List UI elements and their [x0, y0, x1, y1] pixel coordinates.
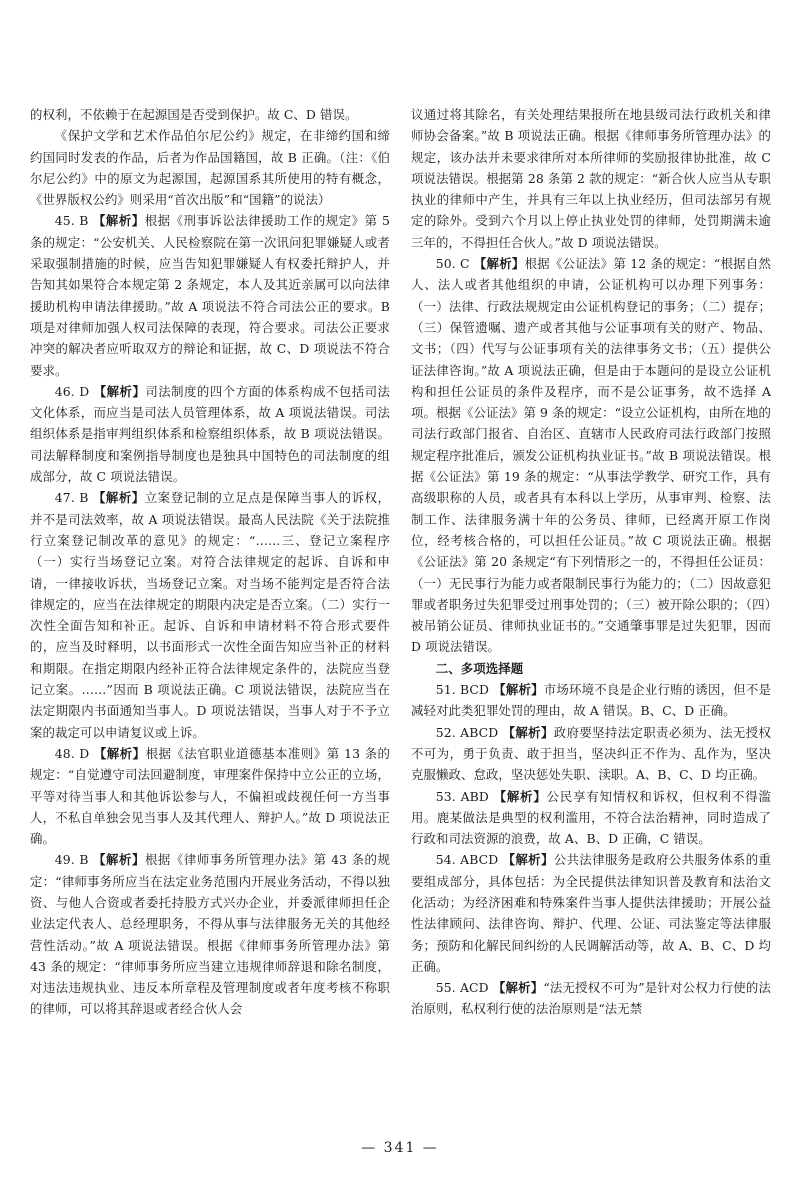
answer-text: 市场环境不良是企业行贿的诱因，但不是减轻对此类犯罪处罚的理由，故 A 错误。B、C、D 正确。 — [411, 682, 771, 719]
answer-text: 公民享有知情权和诉权，但权利不得滥用。鹿某做法是典型的权利滥用，不符合法治精神，同时造成了行政和司法资源的浪费，故 A、B、D 正确，C 错误。 — [411, 788, 771, 847]
analysis-tag: 【解析】 — [502, 724, 554, 740]
left-column — [30, 104, 395, 1020]
answer-51 — [411, 679, 771, 722]
answer-text: 公共法律服务是政府公共服务体系的重要组成部分，具体包括：为全民提供法律知识普及教育和法治文化活动；为经济困难和特殊案件当事人提供法律援助；开展公益性法律顾问、法律咨询、辩护、代理、公证、司法鉴定等法律服务；预防和化解民间纠纷的人民调解活动等，故 A、B、C、D 均正确。 — [411, 852, 771, 974]
analysis-tag: 【解析】 — [492, 980, 544, 996]
section-heading: 二、多项选择题 — [435, 660, 524, 676]
answer-text: 司法制度的四个方面的体系构成不包括司法文化体系，而应当是司法人员管理体系，故 A 项说法错误。司法组织体系是指审判组织体系和检察组织体系，故 B 项说法错误。司法解释制度和案例指导制度也是独具中国特色的司法制度的组成部分，故 C 项说法错误。 — [30, 383, 391, 485]
answer-number: 47. B — [54, 490, 89, 506]
answer-49 — [30, 849, 395, 1019]
answer-text: 根据《法官职业道德基本准则》第 13 条的规定：“自觉遵守司法回避制度，审理案件保持中立公正的立场，平等对待当事人和其他诉讼参与人，不偏袒或歧视任何一方当事人，不私自单独会见当事人及其代理人、辩护人。”故 D 项说法正确。 — [30, 745, 391, 847]
answer-55 — [411, 977, 771, 1020]
answer-52 — [411, 722, 771, 786]
answer-text: 根据《刑事诉讼法律援助工作的规定》第 5 条的规定：“公安机关、人民检察院在第一次讯问犯罪嫌疑人或者采取强制措施的时候，应当告知犯罪嫌疑人有权委托辩护人，并告知其如果符合本规定第 2 条规定，本人及其近亲属可以向法律援助机构申请法律援助。”故 A 项说法不符合司法公正的要求。B 项是对律师加强人权司法保障的表现，符合要求。司法公正要求冲突的解决者应听取双方的辩论和证据，故 C、D 项说法不符合要求。 — [30, 213, 395, 378]
analysis-tag: 【解析】 — [502, 852, 554, 868]
answer-50 — [411, 253, 776, 658]
analysis-tag: 【解析】 — [493, 682, 544, 698]
analysis-tag: 【解析】 — [493, 788, 547, 804]
answer-text: 立案登记制的立足点是保障当事人的诉权，并不是司法效率，故 A 项说法错误。最高人民法院《关于法院推行立案登记制改革的意见》的规定：“……三、登记立案程序（一）实行当场登记立案。对符合法律规定的起诉、自诉和申请，一律接收诉状，当场登记立案。对当场不能判定是否符合法律规定的，应当在法律规定的期限内决定是否立案。（二）实行一次性全面告知和补正。起诉、自诉和申请材料不符合形式要件的，应当及时释明，以书面形式一次性全面告知应当补正的材料和期限。在指定期限内经补正符合法律规定条件的，法院应当登记立案。……”因而 B 项说法正确。C 项说法错误，法院应当在法定期限内书面通知当事人。D 项说法错误，当事人对于不予立案的裁定可以申请复议或上诉。 — [30, 490, 390, 740]
answer-54 — [411, 849, 771, 977]
answer-number: 49. B — [54, 852, 89, 868]
answer-number: 52. ABCD — [435, 724, 499, 740]
answer-number: 54. ABCD — [435, 852, 499, 868]
answer-45 — [30, 210, 395, 380]
right-column — [411, 104, 776, 1020]
answer-text: 根据《公证法》第 12 条的规定：“根据自然人、法人或者其他组织的申请，公证机构可以办理下列事务：（一）法律、行政法规规定由公证机构登记的事务；（二）提存；（三）保管遗嘱、遗产或者其他与公证事项有关的财产、物品、文书；（四）代写与公证事项有关的法律事务文书；（五）提供公证法律咨询。”故 A 项说法正确，但是由于本题问的是设立公证机构和担任公证员的条件及程序，而不是公证事务，故不选择 A 项。根据《公证法》第 9 条的规定：“设立公证机构，由所在地的司法行政部门报省、自治区、直辖市人民政府司法行政部门按照规定程序批准后，颁发公证机构执业证书。”故 B 项说法错误。根据《公证法》第 19 条的规定：“从事法学教学、研究工作，具有高级职称的人员，或者具有本科以上学历，从事审判、检察、法制工作、法律服务满十年的公务员、律师，已经离开原工作岗位，经考核合格的，可以担任公证员。”故 C 项说法正确。根据《公证法》第 20 条规定“有下列情形之一的，不得担任公证员：（一）无民事行为能力或者限制民事行为能力的；（二）因故意犯罪或者职务过失犯罪受过刑事处罚的；（三）被开除公职的；（四）被吊销公证员、律师执业证书的。”交通肇事罪是过失犯罪，因而 D 项说法错误。 — [411, 256, 776, 655]
answer-47 — [30, 487, 390, 743]
answer-number: 48. D — [54, 745, 90, 761]
left-paragraph-2: 《保护文学和艺术作品伯尔尼公约》规定，在非缔约国和缔约国同时发表的作品，后者为作品国籍国，故 B 正确。（注：《伯尔尼公约》中的原文为起源国，起源国系其所使用的特有概念，《世界版权公约》则采用“首次出版”和“国籍”的说法） — [30, 128, 390, 208]
answer-46 — [30, 381, 390, 487]
answer-53 — [411, 786, 771, 850]
analysis-tag: 【解析】 — [93, 383, 146, 399]
answer-text: “法无授权不可为”是针对公权力行使的法治原则，私权利行使的法治原则是“法无禁 — [411, 980, 771, 1017]
answer-number: 53. ABD — [435, 788, 489, 804]
answer-number: 45. B — [54, 213, 89, 229]
page-number: — 341 — — [361, 1140, 439, 1156]
answer-text: 根据《律师事务所管理办法》第 43 条的规定：“律师事务所应当在法定业务范围内开展业务活动，不得以独资、与他人合资或者委托持股方式兴办企业，并委派律师担任企业法定代表人、总经理职务，不得从事与法律服务无关的其他经营性活动。”故 A 项说法错误。根据《律师事务所管理办法》第 43 条的规定：“律师事务所应当建立违规律师辞退和除名制度，对违法违规执业、违反本所章程及管理制度或者年度考核不称职的律师，可以将其辞退或者经合伙人会 — [30, 852, 395, 1017]
analysis-tag: 【解析】 — [92, 213, 145, 229]
answer-number: 50. C — [435, 256, 470, 272]
analysis-tag: 【解析】 — [473, 256, 525, 272]
analysis-tag: 【解析】 — [93, 745, 146, 761]
answer-number: 46. D — [54, 383, 90, 399]
right-paragraph-1: 议通过将其除名，有关处理结果报所在地县级司法行政机关和律师协会备案。”故 B 项说法正确。根据《律师事务所管理办法》的规定，该办法并未要求律所对本所律师的奖励报律协批准，故 C 项说法错误。根据第 28 条第 2 款的规定：“新合伙人应当从专职执业的律师中产生，并具有三年以上执业经历，但司法部另有规定的除外。受到六个月以上停止执业处罚的律师，处罚期满未逾三年的，不得担任合伙人。”故 D 项说法错误。 — [411, 107, 776, 250]
analysis-tag: 【解析】 — [93, 852, 145, 868]
answer-number: 55. ACD — [435, 980, 489, 996]
analysis-tag: 【解析】 — [92, 490, 145, 506]
answer-number: 51. BCD — [435, 682, 490, 698]
answer-48 — [30, 743, 390, 849]
answer-text: 政府要坚持法定职责必须为、法无授权不可为，勇于负责、敢于担当，坚决纠正不作为、乱作为，坚决克服懒政、怠政，坚决惩处失职、渎职。A、B、C、D 均正确。 — [411, 724, 771, 783]
left-paragraph-1: 的权利，不依赖于在起源国是否受到保护。故 C、D 错误。 — [30, 107, 358, 122]
